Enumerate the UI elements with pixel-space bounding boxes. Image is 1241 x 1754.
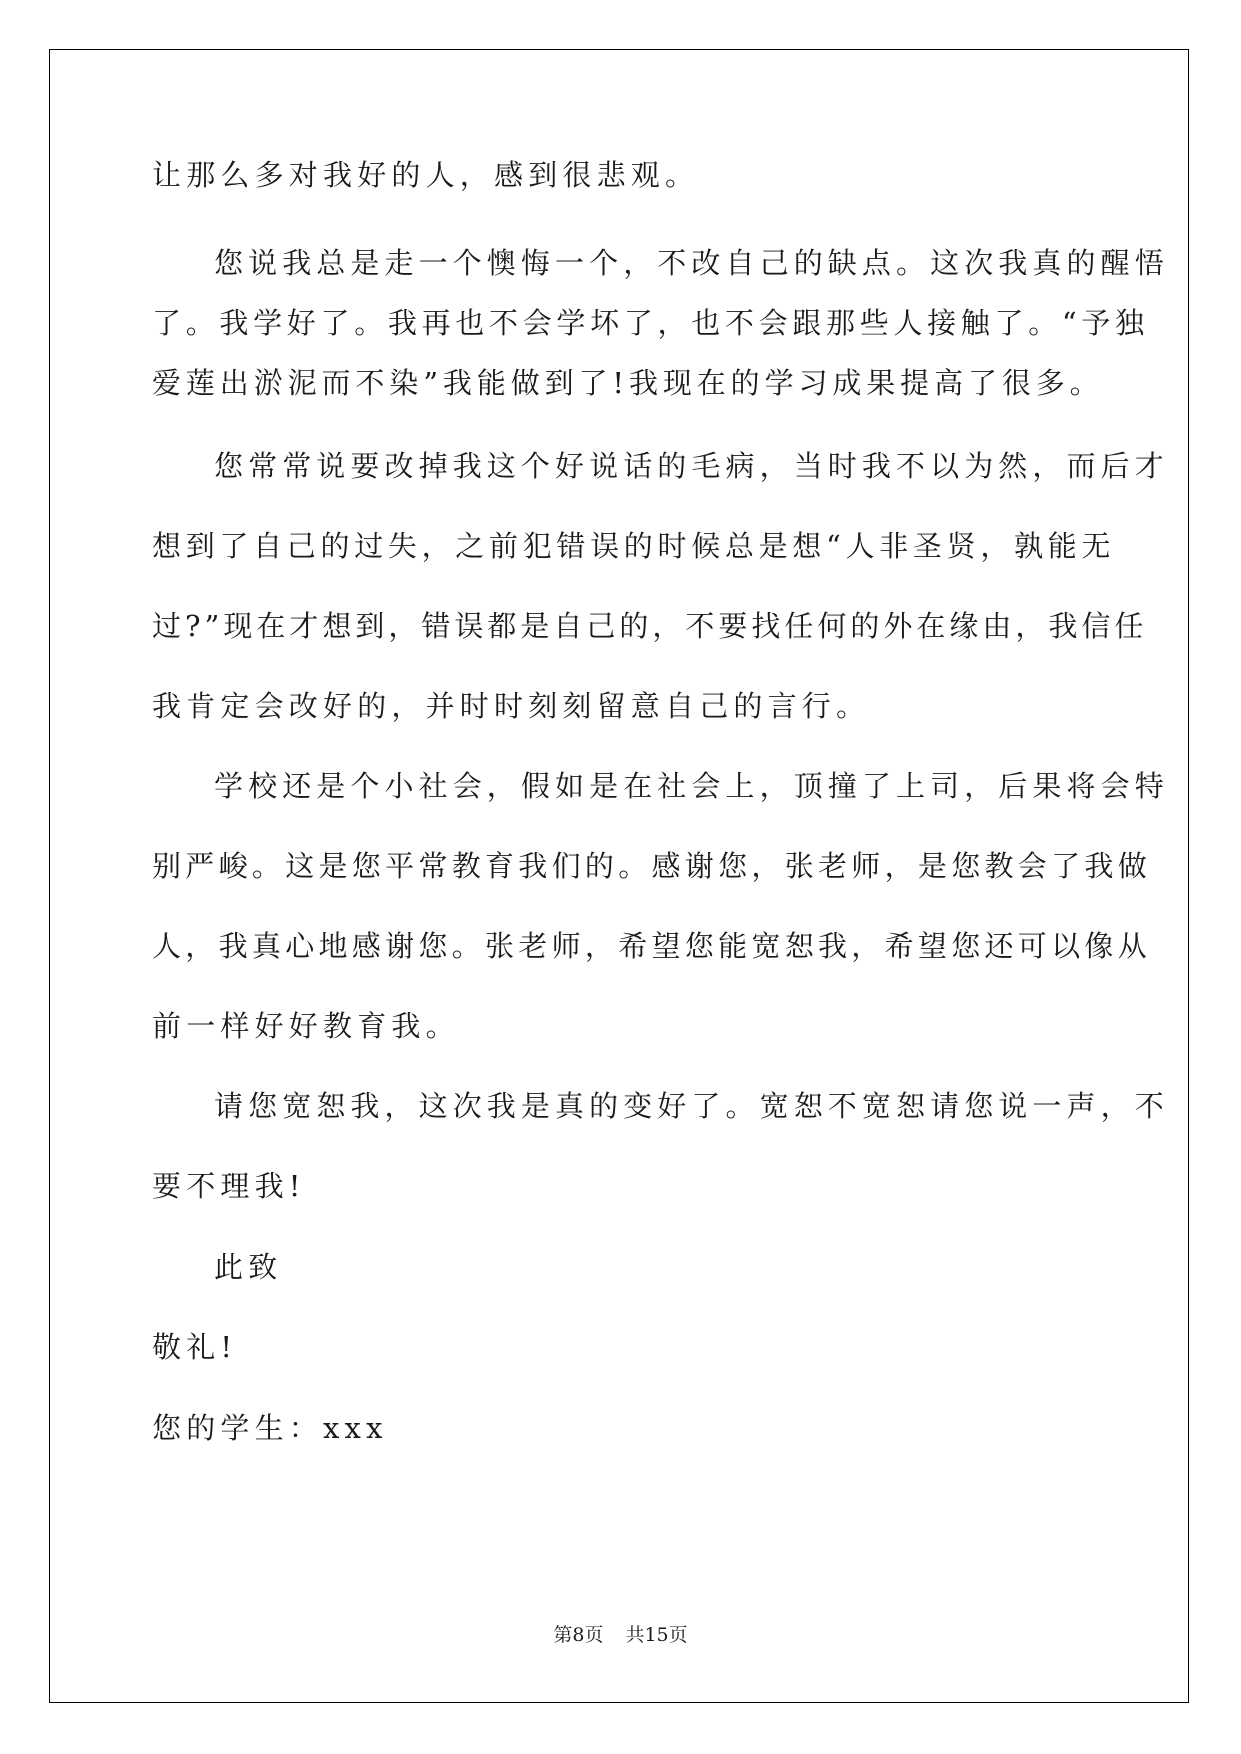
closing-salutation: 此致 bbox=[214, 1250, 283, 1284]
text-line: 过?”现在才想到，错误都是自己的，不要找任何的外在缘由，我信任 bbox=[152, 609, 1148, 643]
text-line: 了。我学好了。我再也不会学坏了，也不会跟那些人接触了。“予独 bbox=[152, 306, 1149, 340]
paragraph-first-line: 您常常说要改掉我这个好说话的毛病，当时我不以为然，而后才 bbox=[214, 449, 1169, 483]
text-line: 要不理我! bbox=[152, 1169, 306, 1203]
text-line: 爱莲出淤泥而不染”我能做到了!我现在的学习成果提高了很多。 bbox=[152, 366, 1104, 400]
page-footer bbox=[0, 1620, 1241, 1647]
text-line: 让那么多对我好的人，感到很悲观。 bbox=[152, 158, 700, 192]
paragraph-first-line: 请您宽恕我，这次我是真的变好了。宽恕不宽恕请您说一声，不 bbox=[214, 1089, 1169, 1123]
text-line: 人，我真心地感谢您。张老师，希望您能宽恕我，希望您还可以像从 bbox=[152, 929, 1152, 963]
total-pages-label: 共15页 bbox=[625, 1624, 688, 1646]
signature-line: 您的学生：xxx bbox=[152, 1411, 388, 1445]
closing-regards: 敬礼! bbox=[152, 1330, 238, 1364]
current-page-label: 第8页 bbox=[553, 1624, 604, 1646]
paragraph-first-line: 您说我总是走一个懊悔一个，不改自己的缺点。这次我真的醒悟 bbox=[214, 246, 1169, 280]
text-line: 想到了自己的过失，之前犯错误的时候总是想“人非圣贤，孰能无 bbox=[152, 529, 1116, 563]
text-line: 别严峻。这是您平常教育我们的。感谢您，张老师，是您教会了我做 bbox=[152, 849, 1152, 883]
text-line: 前一样好好教育我。 bbox=[152, 1009, 460, 1043]
text-line: 我肯定会改好的，并时时刻刻留意自己的言行。 bbox=[152, 689, 871, 723]
paragraph-first-line: 学校还是个小社会，假如是在社会上，顶撞了上司，后果将会特 bbox=[214, 769, 1169, 803]
